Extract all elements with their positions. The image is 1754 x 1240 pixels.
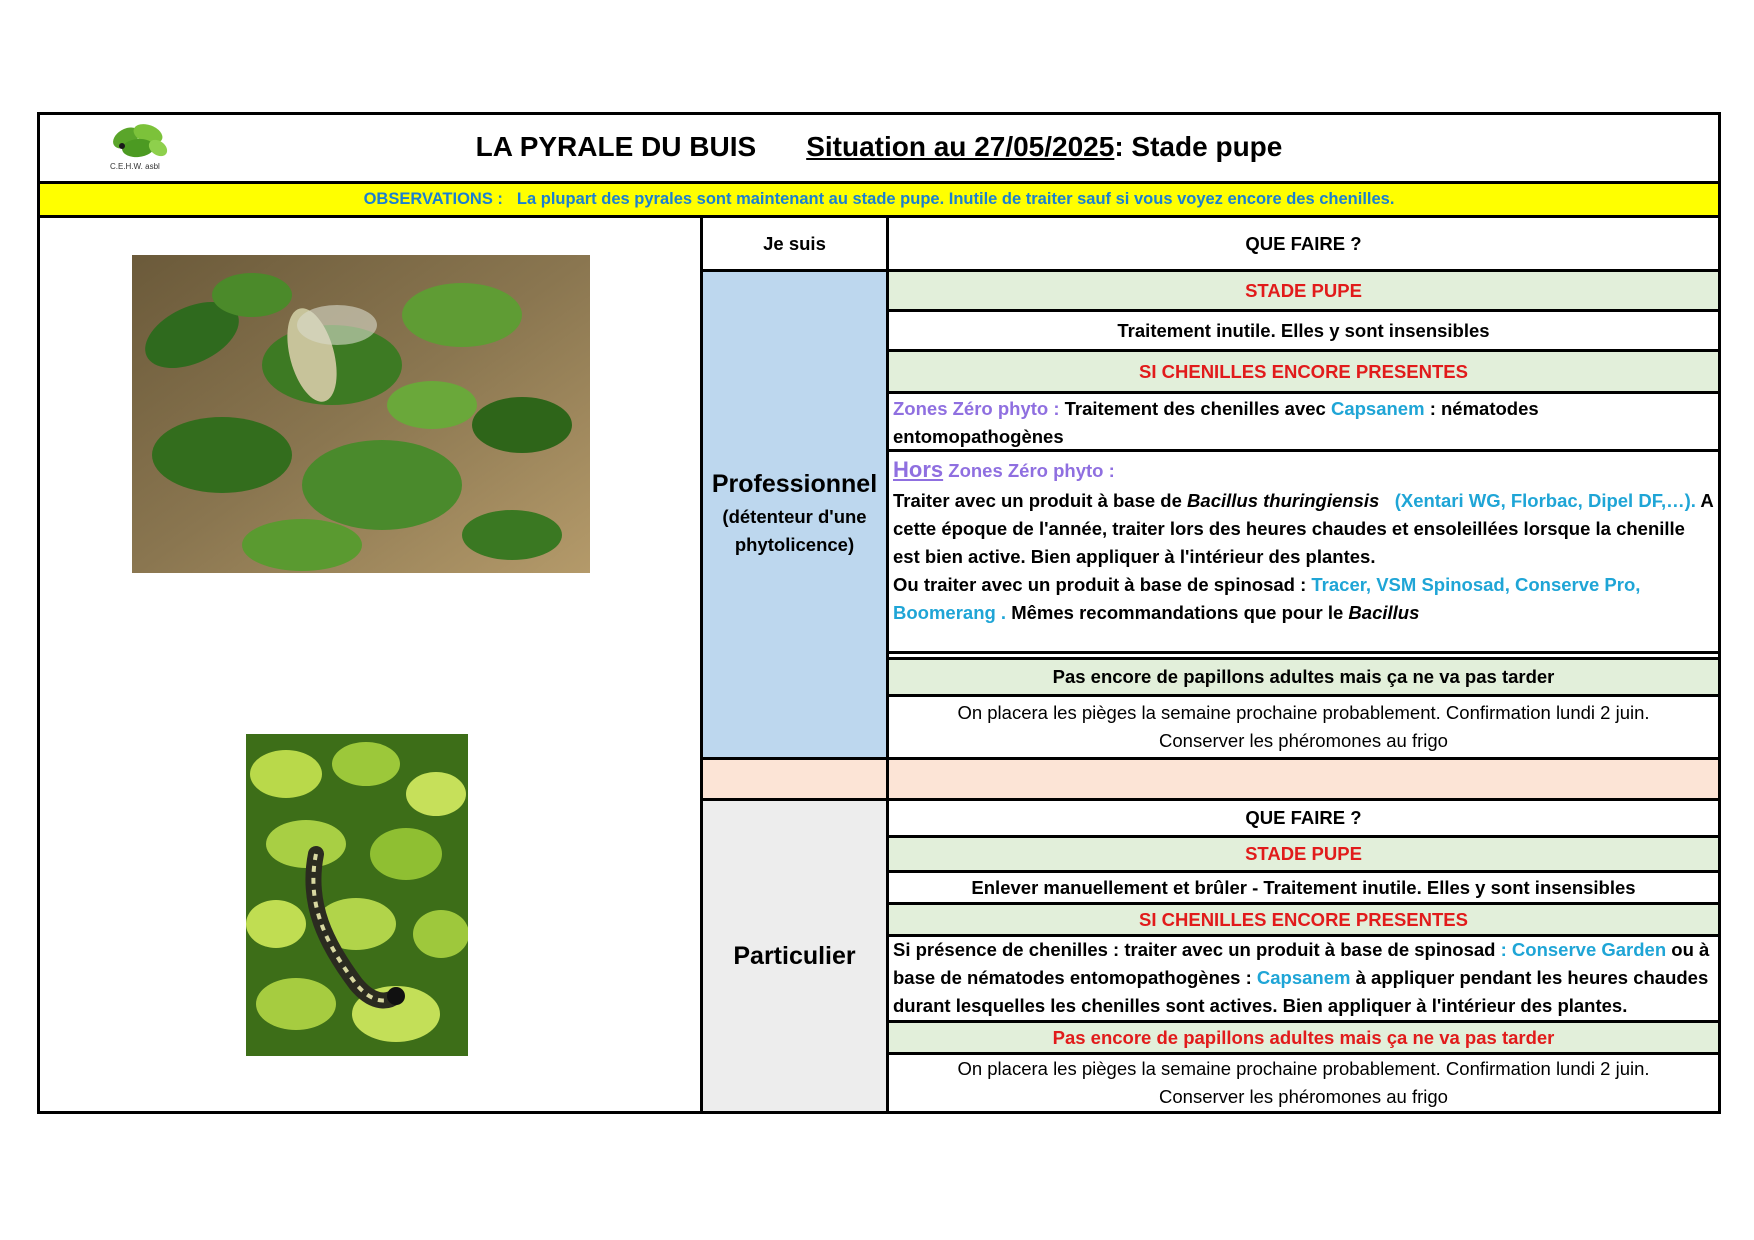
hors-p2b: Mêmes recommandations que pour le: [1011, 602, 1344, 623]
logo-text: C.E.H.W. asbl: [110, 162, 160, 171]
part-papillons: Pas encore de papillons adultes mais ça ne va pas tarder: [889, 1023, 1718, 1052]
pro-papillons: Pas encore de papillons adultes mais ça ne va pas tarder: [889, 660, 1718, 694]
photo-caterpillar: [246, 734, 468, 1056]
part-enlever: Enlever manuellement et brûler - Traitement inutile. Elles y sont insensibles: [971, 876, 1636, 898]
title-stage: : Stade pupe: [1114, 131, 1283, 162]
zones-zero-text1: Traitement des chenilles avec: [1064, 398, 1326, 419]
photo-pupa: [132, 255, 590, 573]
col-header-que-faire: QUE FAIRE ?: [1245, 232, 1362, 254]
part-pieges-line1: On placera les pièges la semaine prochaine probablement. Confirmation lundi 2 juin.: [957, 1058, 1650, 1079]
observations-bar: [40, 181, 1718, 218]
observations-label: OBSERVATIONS :: [363, 190, 503, 208]
part-stade-pupe: STADE PUPE: [889, 838, 1718, 870]
part-presence: [889, 936, 1718, 1020]
part-presence-a: Si présence de chenilles : traiter avec un produit à base de spinosad: [893, 939, 1496, 960]
particulier-title: Particulier: [733, 941, 856, 970]
part-presence-b: ou à base de nématodes entomopathogènes :: [893, 939, 1710, 988]
part-presence-product2: Capsanem: [1256, 967, 1351, 988]
particulier-cell: [703, 801, 886, 1111]
hors-p1-products: (Xentari WG, Florbac, Dipel DF,…).: [1394, 490, 1696, 511]
spacer-right: [889, 760, 1718, 798]
pro-zones-zero: [889, 395, 1718, 449]
part-presence-product1: : Conserve Garden: [1500, 939, 1667, 960]
col-header-je-suis: Je suis: [763, 232, 826, 254]
hors-p1a: Traiter avec un produit à base de: [893, 490, 1182, 511]
professionnel-cell: [703, 272, 886, 757]
professionnel-subtitle: (détenteur d'une phytolicence): [722, 506, 867, 555]
pro-traitement-inutile: Traitement inutile. Elles y sont insensibles: [1117, 319, 1490, 341]
hors-p1b: A cette époque de l'année, traiter lors des heures chaudes et ensoleillées lorsque la chenille est bien active. Bien appliquer à l'intérieur des plantes.: [893, 490, 1714, 567]
observations-text: La plupart des pyrales sont maintenant au stade pupe. Inutile de traiter sauf si vous voyez encore des chenilles.: [516, 190, 1395, 208]
row-divider: [889, 391, 1718, 394]
hors-p1-italic: Bacillus thuringiensis: [1187, 490, 1380, 511]
pro-si-chenilles: SI CHENILLES ENCORE PRESENTES: [889, 352, 1718, 391]
hors-label: Hors: [893, 457, 944, 482]
part-que-faire: QUE FAIRE ?: [1245, 807, 1362, 828]
title-main: LA PYRALE DU BUIS: [475, 131, 757, 162]
hors-rest: Zones Zéro phyto :: [948, 460, 1115, 481]
zones-zero-product: Capsanem: [1330, 398, 1425, 419]
pro-pieges-line2: Conserver les phéromones au frigo: [1159, 730, 1448, 751]
hors-p2-italic: Bacillus: [1348, 602, 1420, 623]
part-presence-c: à appliquer pendant les heures chaudes durant lesquelles les chenilles sont actives. Bien appliquer à l'intérieur des plantes.: [893, 967, 1709, 1016]
part-pieges: [889, 1055, 1718, 1111]
hors-p2-products: Tracer, VSM Spinosad, Conserve Pro, Boomerang .: [893, 574, 1641, 623]
professionnel-title: Professionnel: [711, 470, 878, 498]
zones-zero-label: Zones Zéro phyto :: [893, 398, 1060, 419]
spacer-left: [703, 760, 886, 798]
row-divider: [889, 651, 1718, 654]
pro-hors-zones: [889, 454, 1718, 650]
row-divider: [889, 449, 1718, 452]
part-pieges-line2: Conserver les phéromones au frigo: [1159, 1086, 1448, 1107]
row-divider: [889, 657, 1718, 660]
title-situation: Situation au 27/05/2025: [806, 131, 1115, 162]
pro-pieges: [889, 697, 1718, 757]
hors-p2a: Ou traiter avec un produit à base de spinosad :: [893, 574, 1307, 595]
zones-zero-text2: : nématodes entomopathogènes: [893, 398, 1539, 447]
pro-stade-pupe: STADE PUPE: [889, 272, 1718, 309]
page-title: [37, 112, 1721, 182]
part-si-chenilles: SI CHENILLES ENCORE PRESENTES: [889, 905, 1718, 934]
pro-pieges-line1: On placera les pièges la semaine prochaine probablement. Confirmation lundi 2 juin.: [957, 702, 1650, 723]
